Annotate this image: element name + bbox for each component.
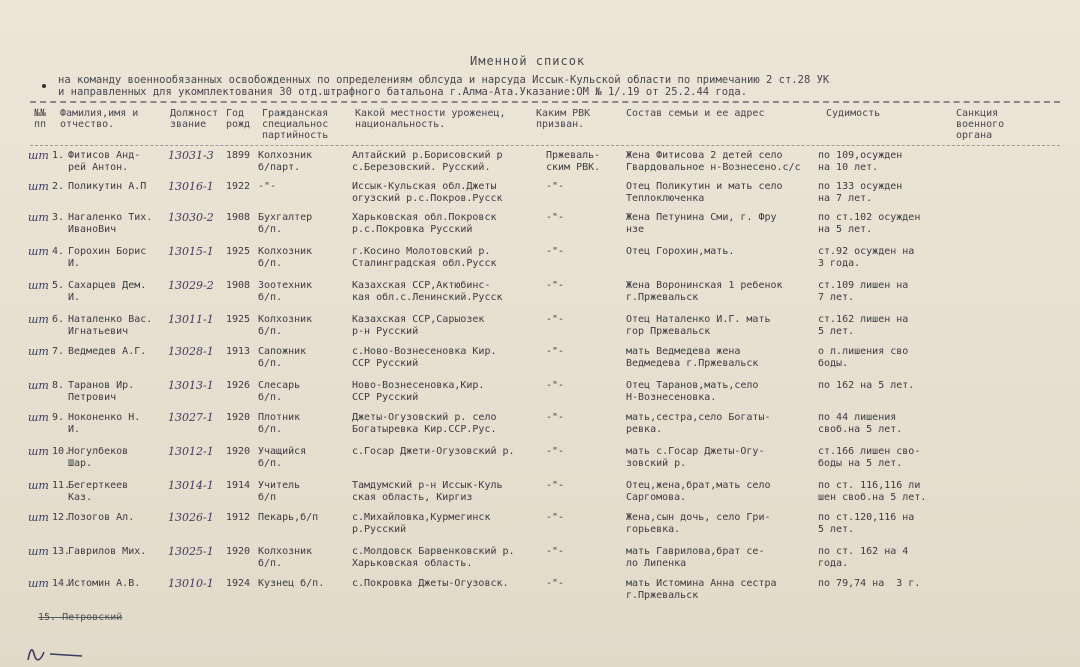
row-family: мать с.Госар Джеты-Огу- зовский р. [626,446,765,469]
row-service-number: 13016-1 [168,181,214,193]
row-family: мать Истомина Анна сестра г.Пржевальск [626,578,777,601]
row-mark: шт [28,346,49,358]
row-name: Ногулбеков Шар. [68,446,129,469]
row-conviction: ст.166 лишен сво- боды на 5 лет. [818,446,921,469]
row-family: мать,сестра,село Богаты- ревка. [626,412,771,435]
row-service-number: 13029-2 [168,280,214,292]
row-birth-year: 1926 [226,380,251,391]
row-birth-year: 1925 [226,314,251,325]
col-header-specialty: Гражданская специальнос партийность [262,108,329,141]
row-family: мать Ведмедева жена Ведмедева г.Пржевальск [626,346,759,369]
row-birth-year: 1913 [226,346,251,357]
row-rvk: -"- [546,578,565,589]
row-birth-year: 1908 [226,280,251,291]
row-origin: с.Михайловка,Курмегинск р.Русский [352,512,491,535]
row-number: 4. [52,246,65,257]
row-service-number: 13014-1 [168,480,214,492]
header-line-1: на команду военнообязанных освобожденных по определениям облсуда и нарсуда Иссык-Кульской области по примечанию 2 ст.28 УК [58,74,830,86]
row-birth-year: 1912 [226,512,251,523]
col-header-year: Год рожд [226,108,251,130]
row-mark: шт [28,412,49,424]
row-conviction: по ст. 116,116 ли шен своб.на 5 лет. [818,480,927,503]
row-family: Отец Наталенко И.Г. мать гор Пржевальск [626,314,771,337]
row-name: Нагаленко Тих. ИваноВич [68,212,153,235]
table-row [0,181,1080,215]
row-service-number: 13026-1 [168,512,214,524]
row-birth-year: 1924 [226,578,251,589]
row-mark: шт [28,546,49,558]
row-specialty: Пекарь,б/п [258,512,319,523]
row-origin: Ново-Вознесеновка,Кир. ССР Русский [352,380,485,403]
row-rvk: -"- [546,280,565,291]
table-row [0,346,1080,380]
row-rvk: -"- [546,212,565,223]
row-specialty: Зоотехник б/п. [258,280,313,303]
row-origin: Иссык-Кульская обл.Джеты огузский р.с.Покров.Русск [352,181,503,204]
row-name: Бегерткеев Каз. [68,480,129,503]
table-row [0,512,1080,546]
row-origin: г.Косино Молотовский р. Сталинградская обл.Русск [352,246,497,269]
table-row [0,412,1080,446]
header-rule-bottom [30,145,1060,146]
row-origin: Казахская ССР,Актюбинс- кая обл.с.Ленинский.Русск [352,280,503,303]
row-mark: шт [28,480,49,492]
header-rule-top [30,101,1060,103]
row-specialty: Колхозник б/п. [258,314,313,337]
row-family: Жена,сын дочь, село Гри- горьевка. [626,512,771,535]
row-rvk: -"- [546,346,565,357]
bullet-mark [42,84,46,88]
row-number: 8. [52,380,65,391]
handwritten-scribble [20,640,90,664]
row-number: 5. [52,280,65,291]
row-name: Ноконенко Н. И. [68,412,141,435]
row-number: 2. [52,181,65,192]
row-rvk: -"- [546,314,565,325]
col-header-rvk: Каким РВК призван. [536,108,591,130]
row-family: Жена Петунина Сми, г. Фру нзе [626,212,777,235]
row-service-number: 13025-1 [168,546,214,558]
col-header-num: №№ пп [34,108,47,130]
row-mark: шт [28,212,49,224]
row-conviction: ст.162 лишен на 5 лет. [818,314,909,337]
row-service-number: 13012-1 [168,446,214,458]
row-conviction: ст.109 лишен на 7 лет. [818,280,909,303]
table-row [0,212,1080,246]
row-rvk: -"- [546,512,565,523]
row-mark: шт [28,246,49,258]
row-family: мать Гаврилова,брат се- ло Липенка [626,546,765,569]
row-origin: с.Госар Джети-Огузовский р. [352,446,515,457]
table-row [0,280,1080,314]
table-row [0,578,1080,612]
row-origin: Джеты-Огузовский р. село Богатыревка Кир.ССР.Рус. [352,412,497,435]
col-header-conviction: Судимость [826,108,881,119]
row-service-number: 13013-1 [168,380,214,392]
col-header-family: Состав семьи и ее адрес [626,108,765,119]
row-name: Фитисов Анд- рей Антон. [68,150,141,173]
row-birth-year: 1908 [226,212,251,223]
row-birth-year: 1920 [226,446,251,457]
row-number: 12. [52,512,71,523]
row-mark: шт [28,314,49,326]
row-origin: с.Покровка Джеты-Огузовск. [352,578,509,589]
row-specialty: Колхозник б/парт. [258,150,313,173]
row-name: Гаврилов Мих. [68,546,147,557]
row-origin: Тамдумский р-н Иссык-Куль ская область, Киргиз [352,480,503,503]
row-number: 13. [52,546,71,557]
document-title: Именной список [470,54,586,68]
row-conviction: по 44 лишения своб.на 5 лет. [818,412,903,435]
row-specialty: Учитель б/п [258,480,301,503]
row-conviction: по ст. 162 на 4 года. [818,546,909,569]
row-name: Позогов Ал. [68,512,135,523]
row-service-number: 13015-1 [168,246,214,258]
row-conviction: по ст.102 осужден на 5 лет. [818,212,921,235]
row-mark: шт [28,280,49,292]
row-service-number: 13028-1 [168,346,214,358]
row-specialty: Плотник б/п. [258,412,301,435]
row-number: 3. [52,212,65,223]
table-row [0,480,1080,514]
row-specialty: Учащийся б/п. [258,446,307,469]
row-mark: шт [28,380,49,392]
row-conviction: по 79,74 на 3 г. [818,578,921,589]
row-conviction: по 109,осужден на 10 лет. [818,150,903,173]
row-number: 1. [52,150,65,161]
row-mark: шт [28,181,49,193]
row-number: 9. [52,412,65,423]
row-name: Поликутин А.П [68,181,147,192]
row-mark: шт [28,578,49,590]
row-specialty: Слесарь б/п. [258,380,301,403]
struck-entry [38,612,122,623]
row-name: Сахарцев Дем. И. [68,280,147,303]
row-number: 10. [52,446,71,457]
row-name: Наталенко Вас. Игнатьевич [68,314,153,337]
row-birth-year: 1920 [226,546,251,557]
row-name: Ведмедев А.Г. [68,346,147,357]
col-header-sanction: Санкция военного органа [956,108,1005,141]
row-number: 14. [52,578,71,589]
row-rvk: -"- [546,380,565,391]
row-number: 11. [52,480,71,491]
row-service-number: 13030-2 [168,212,214,224]
row-service-number: 13027-1 [168,412,214,424]
row-name: Горохин Борис И. [68,246,147,269]
row-origin: Харьковская обл.Покровск р.с.Покровка Русский [352,212,497,235]
row-birth-year: 1920 [226,412,251,423]
row-conviction: по 133 осужден на 7 лет. [818,181,903,204]
row-number: 7. [52,346,65,357]
row-service-number: 13011-1 [168,314,214,326]
row-rvk: -"- [546,181,565,192]
table-row [0,546,1080,580]
row-service-number: 13031-3 [168,150,214,162]
row-birth-year: 1925 [226,246,251,257]
row-specialty: Колхозник б/п. [258,546,313,569]
row-specialty: -"- [258,181,277,192]
row-birth-year: 1914 [226,480,251,491]
row-family: Отец Поликутин и мать село Теплоключенка [626,181,783,204]
struck-entry-text: 15. Петровский [38,612,123,623]
row-mark: шт [28,150,49,162]
row-family: Жена Воронинская 1 ребенок г.Пржевальск [626,280,783,303]
row-rvk: -"- [546,412,565,423]
row-rvk: -"- [546,446,565,457]
row-conviction: о л.лишения сво боды. [818,346,909,369]
row-mark: шт [28,446,49,458]
row-name: Таранов Ир. Петрович [68,380,135,403]
row-mark: шт [28,512,49,524]
row-family: Отец Таранов,мать,село Н-Вознесеновка. [626,380,759,403]
row-rvk: Пржеваль- ским РВК. [546,150,601,173]
row-family: Жена Фитисова 2 детей село Гвардовальное н-Вознесено.с/с [626,150,801,173]
row-family: Отец Горохин,мать. [626,246,735,257]
row-conviction: по ст.120,116 на 5 лет. [818,512,915,535]
col-header-name: Фамилия,имя и отчество. [60,108,139,130]
col-header-origin: Какой местности уроженец, национальность. [355,108,506,130]
col-header-rank: Должност звание [170,108,219,130]
row-birth-year: 1922 [226,181,251,192]
row-origin: с.Ново-Вознесеновка Кир. ССР Русский [352,346,497,369]
row-service-number: 13010-1 [168,578,214,590]
row-number: 6. [52,314,65,325]
table-row [0,446,1080,480]
header-line-2: и направленных для укомплектования 30 отд.штрафного батальона г.Алма-Ата.Указание:ОМ № 1/.19 от 25.2.44 года. [58,86,748,98]
row-rvk: -"- [546,246,565,257]
row-specialty: Колхозник б/п. [258,246,313,269]
table-row [0,380,1080,414]
row-specialty: Бухгалтер б/п. [258,212,313,235]
row-rvk: -"- [546,546,565,557]
row-birth-year: 1899 [226,150,251,161]
row-rvk: -"- [546,480,565,491]
row-origin: Казахская ССР,Сарыозек р-н Русский [352,314,485,337]
row-conviction: ст.92 осужден на 3 года. [818,246,915,269]
row-name: Истомин А.В. [68,578,141,589]
table-row [0,246,1080,280]
row-specialty: Сапожник б/п. [258,346,307,369]
row-family: Отец,жена,брат,мать село Саргомова. [626,480,771,503]
row-specialty: Кузнец б/п. [258,578,325,589]
row-origin: с.Молдовск Барвенковский р. Харьковская область. [352,546,515,569]
table-row [0,314,1080,348]
row-origin: Алтайский р.Борисовский р с.Березовский. Русский. [352,150,503,173]
row-conviction: по 162 на 5 лет. [818,380,915,391]
table-row [0,150,1080,184]
